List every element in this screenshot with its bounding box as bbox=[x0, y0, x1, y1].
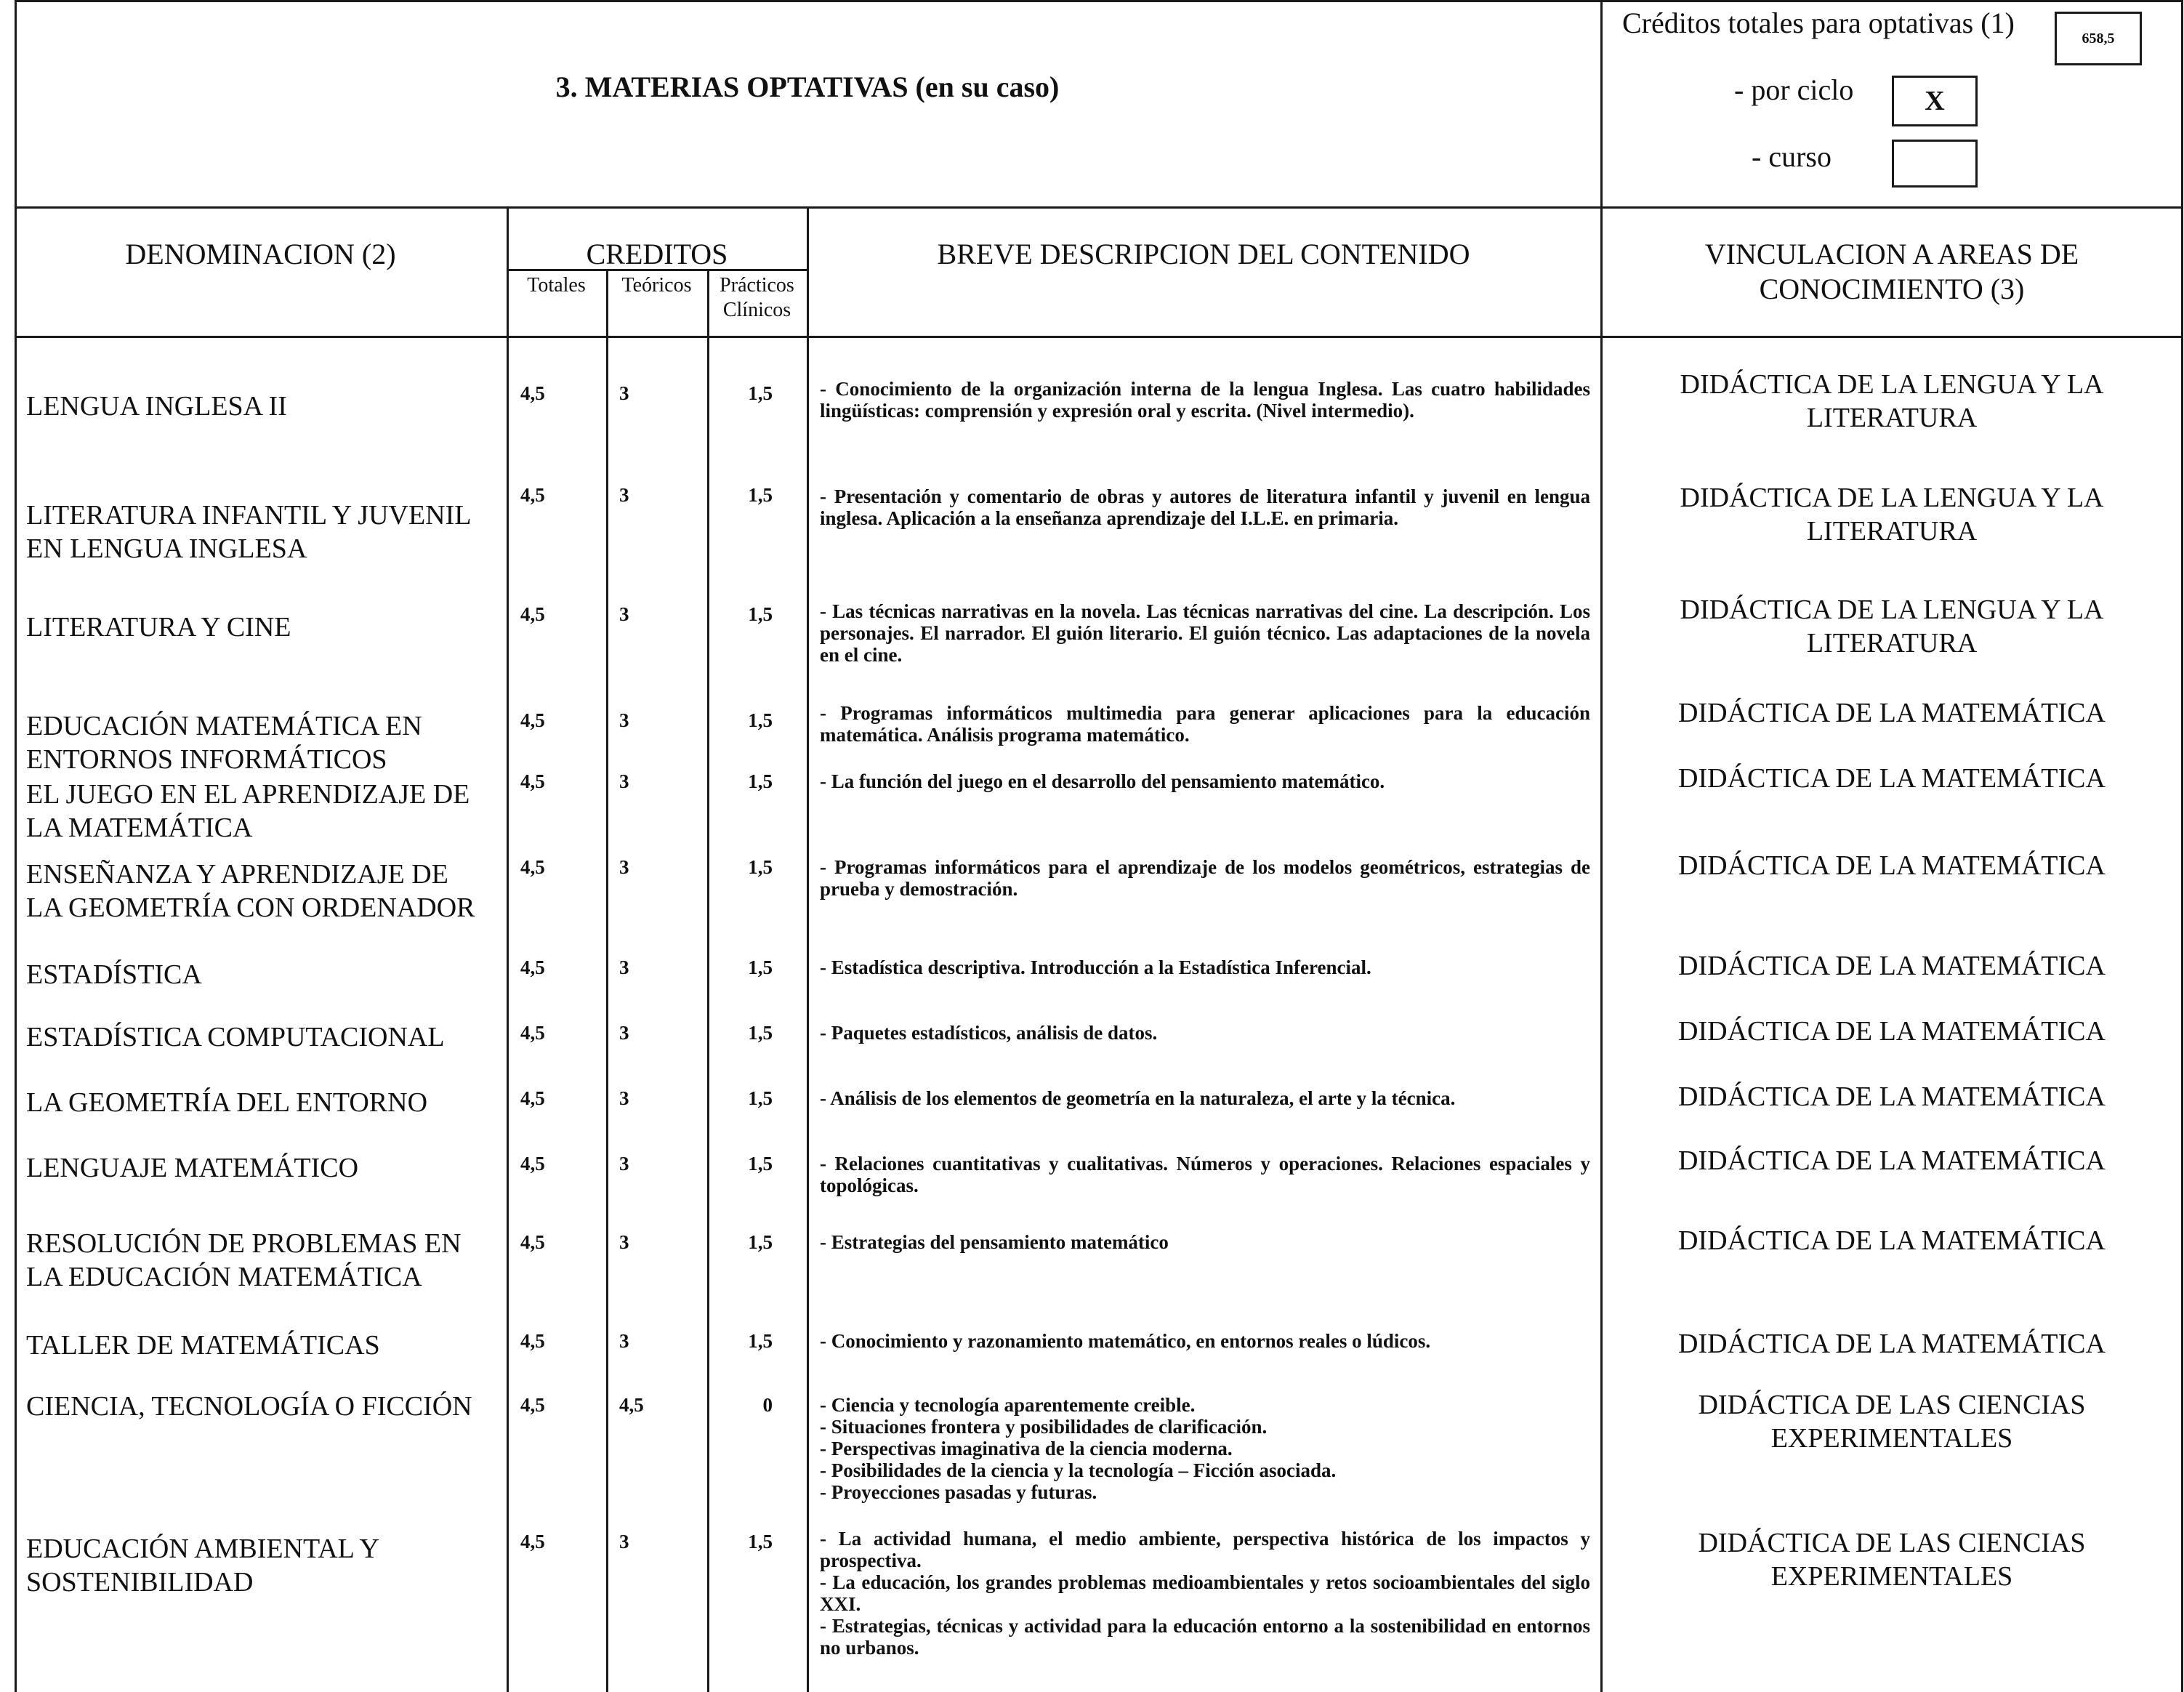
col-header-vinculacion-l1: VINCULACION A AREAS DE bbox=[1704, 238, 2079, 270]
total-credits-box bbox=[2055, 12, 2142, 65]
knowledge-area-line: EXPERIMENTALES bbox=[1770, 1561, 2013, 1592]
description-line: - Conocimiento de la organización interna de la lengua Inglesa. Las cuatro habilidades lingüísticas: comprensión y expresión oral y escrita. (Nivel intermedio). bbox=[820, 378, 1590, 422]
description-line: - Perspectivas imaginativa de la ciencia moderna. bbox=[820, 1438, 1233, 1459]
knowledge-area-line: DIDÁCTICA DE LAS CIENCIAS bbox=[1698, 1390, 2086, 1420]
course-name: RESOLUCIÓN DE PROBLEMAS EN bbox=[26, 1228, 462, 1259]
description-line: - Estrategias del pensamiento matemático bbox=[820, 1231, 1169, 1253]
description-line: - Presentación y comentario de obras y autores de literatura infantil y juvenil en lengua inglesa. Aplicación a la enseñanza aprendizaje del I.L.E. en primaria. bbox=[820, 486, 1590, 529]
knowledge-area bbox=[1600, 481, 2183, 548]
col-divider-desc bbox=[807, 206, 809, 1692]
course-name: ENSEÑANZA Y APRENDIZAJE DE bbox=[26, 859, 448, 890]
description-line: - Situaciones frontera y posibilidades de clarificación. bbox=[820, 1416, 1268, 1438]
credits-teoricos: 3 bbox=[619, 1231, 629, 1253]
description-line: - La actividad humana, el medio ambiente, perspectiva histórica de los impactos y prospectiva. bbox=[820, 1528, 1590, 1571]
total-credits-value: 658,5 bbox=[2082, 30, 2115, 47]
knowledge-area-line: DIDÁCTICA DE LA MATEMÁTICA bbox=[1678, 951, 2106, 981]
credits-practicos: 1,5 bbox=[748, 1531, 773, 1552]
course-description bbox=[820, 486, 1590, 529]
knowledge-area bbox=[1600, 1388, 2183, 1455]
description-line: - La función del juego en el desarrollo del pensamiento matemático. bbox=[820, 770, 1385, 792]
course-name: ENTORNOS INFORMÁTICOS bbox=[26, 744, 387, 775]
col-header-practicos bbox=[707, 273, 807, 323]
description-line: - La educación, los grandes problemas medioambientales y retos socioambientales del siglo XXI. bbox=[820, 1571, 1590, 1615]
credits-practicos: 1,5 bbox=[748, 1087, 773, 1109]
curso-box bbox=[1892, 140, 1978, 188]
credits-totales: 4,5 bbox=[520, 1394, 545, 1416]
knowledge-area bbox=[1600, 593, 2183, 660]
credits-totales: 4,5 bbox=[520, 956, 545, 978]
course-name: LA EDUCACIÓN MATEMÁTICA bbox=[26, 1262, 422, 1292]
knowledge-area-line: DIDÁCTICA DE LA MATEMÁTICA bbox=[1678, 850, 2106, 881]
column-header-bottom-rule bbox=[15, 336, 2183, 338]
total-credits-label: Créditos totales para optativas (1) bbox=[1622, 7, 2015, 39]
credits-totales: 4,5 bbox=[520, 484, 545, 506]
credits-practicos: 1,5 bbox=[748, 484, 773, 506]
credits-practicos: 1,5 bbox=[748, 603, 773, 625]
description-line: - Estrategias, técnicas y actividad para la educación entorno a la sostenibilidad en entornos no urbanos. bbox=[820, 1615, 1590, 1659]
description-line: - Programas informáticos para el aprendizaje de los modelos geométricos, estrategias de prueba y demostración. bbox=[820, 856, 1590, 900]
knowledge-area bbox=[1600, 1144, 2183, 1177]
course-name: TALLER DE MATEMÁTICAS bbox=[26, 1330, 380, 1361]
description-line: - Análisis de los elementos de geometría en la naturaleza, el arte y la técnica. bbox=[820, 1087, 1456, 1109]
por-ciclo-box bbox=[1892, 76, 1978, 126]
course-description bbox=[820, 856, 1590, 900]
knowledge-area-line: EXPERIMENTALES bbox=[1770, 1423, 2013, 1454]
credits-practicos: 1,5 bbox=[748, 770, 773, 792]
credits-totales: 4,5 bbox=[520, 603, 545, 625]
knowledge-area bbox=[1600, 849, 2183, 882]
course-name: EN LENGUA INGLESA bbox=[26, 533, 307, 564]
credits-teoricos: 3 bbox=[619, 956, 629, 978]
knowledge-area bbox=[1600, 1327, 2183, 1361]
credits-practicos: 1,5 bbox=[748, 1330, 773, 1352]
header-bottom-rule bbox=[15, 206, 2183, 209]
description-line: - Posibilidades de la ciencia y la tecnología – Ficción asociada. bbox=[820, 1459, 1337, 1481]
col-header-denominacion: DENOMINACION (2) bbox=[125, 238, 396, 270]
course-description bbox=[820, 956, 1590, 978]
curso-label: - curso bbox=[1752, 140, 1832, 173]
col-divider-totales bbox=[606, 269, 608, 1692]
credits-totales: 4,5 bbox=[520, 1153, 545, 1175]
description-line: - Ciencia y tecnología aparentemente creible. bbox=[820, 1394, 1196, 1416]
course-description bbox=[820, 702, 1590, 746]
credits-totales: 4,5 bbox=[520, 770, 545, 792]
credits-practicos: 1,5 bbox=[748, 1022, 773, 1044]
course-description bbox=[820, 1022, 1590, 1044]
knowledge-area-line: DIDÁCTICA DE LA MATEMÁTICA bbox=[1678, 1081, 2106, 1112]
knowledge-area-line: DIDÁCTICA DE LA LENGUA Y LA bbox=[1680, 369, 2104, 400]
credits-totales: 4,5 bbox=[520, 382, 545, 404]
knowledge-area-line: DIDÁCTICA DE LA MATEMÁTICA bbox=[1678, 1225, 2106, 1256]
credits-teoricos: 3 bbox=[619, 1330, 629, 1352]
course-name: LENGUA INGLESA II bbox=[26, 391, 287, 422]
credits-totales: 4,5 bbox=[520, 1231, 545, 1253]
credits-teoricos: 3 bbox=[619, 856, 629, 878]
course-description bbox=[820, 770, 1590, 792]
credits-teoricos: 3 bbox=[619, 484, 629, 506]
course-name: CIENCIA, TECNOLOGÍA O FICCIÓN bbox=[26, 1391, 472, 1422]
credits-practicos: 1,5 bbox=[748, 956, 773, 978]
course-description bbox=[820, 1231, 1590, 1253]
knowledge-area-line: DIDÁCTICA DE LA MATEMÁTICA bbox=[1678, 763, 2106, 794]
credits-teoricos: 3 bbox=[619, 603, 629, 625]
course-name: LA GEOMETRÍA DEL ENTORNO bbox=[26, 1087, 428, 1118]
credits-practicos: 1,5 bbox=[748, 1231, 773, 1253]
col-header-totales: Totales bbox=[527, 274, 586, 297]
credits-teoricos: 3 bbox=[619, 382, 629, 404]
course-description bbox=[820, 378, 1590, 422]
credits-practicos: 1,5 bbox=[748, 382, 773, 404]
credits-totales: 4,5 bbox=[520, 1022, 545, 1044]
knowledge-area-line: LITERATURA bbox=[1806, 628, 1978, 658]
description-line: - Estadística descriptiva. Introducción a la Estadística Inferencial. bbox=[820, 956, 1371, 978]
credits-totales: 4,5 bbox=[520, 1330, 545, 1352]
col-header-teoricos: Teóricos bbox=[621, 274, 692, 297]
credits-teoricos: 3 bbox=[619, 770, 629, 792]
credits-teoricos: 3 bbox=[619, 1153, 629, 1175]
course-name: LITERATURA Y CINE bbox=[26, 612, 291, 642]
knowledge-area-line: LITERATURA bbox=[1806, 403, 1978, 433]
section-title: 3. MATERIAS OPTATIVAS (en su caso) bbox=[555, 70, 1060, 103]
credits-teoricos: 3 bbox=[619, 709, 629, 731]
course-name: EDUCACIÓN AMBIENTAL Y bbox=[26, 1534, 380, 1564]
knowledge-area-line: DIDÁCTICA DE LA MATEMÁTICA bbox=[1678, 1016, 2106, 1047]
col-header-practicos-l2: Clínicos bbox=[722, 299, 791, 321]
course-description bbox=[820, 1330, 1590, 1352]
por-ciclo-label: - por ciclo bbox=[1734, 73, 1854, 106]
description-line: - Relaciones cuantitativas y cualitativas. Números y operaciones. Relaciones espaciales y topológicas. bbox=[820, 1153, 1590, 1196]
knowledge-area bbox=[1600, 762, 2183, 795]
description-line: - Paquetes estadísticos, análisis de datos. bbox=[820, 1022, 1158, 1044]
credits-practicos: 1,5 bbox=[748, 709, 773, 731]
knowledge-area-line: DIDÁCTICA DE LA LENGUA Y LA bbox=[1680, 483, 2104, 513]
credits-practicos: 0 bbox=[762, 1394, 773, 1416]
col-header-descripcion: BREVE DESCRIPCION DEL CONTENIDO bbox=[937, 238, 1470, 270]
col-header-practicos-l1: Prácticos bbox=[720, 274, 794, 297]
credits-totales: 4,5 bbox=[520, 709, 545, 731]
knowledge-area-line: DIDÁCTICA DE LA LENGUA Y LA bbox=[1680, 595, 2104, 625]
knowledge-area bbox=[1600, 368, 2183, 435]
knowledge-area-line: DIDÁCTICA DE LAS CIENCIAS bbox=[1698, 1528, 2086, 1558]
description-line: - Proyecciones pasadas y futuras. bbox=[820, 1481, 1097, 1503]
course-name: LENGUAJE MATEMÁTICO bbox=[26, 1153, 359, 1183]
knowledge-area bbox=[1600, 1015, 2183, 1048]
course-description bbox=[820, 600, 1590, 666]
course-name: ESTADÍSTICA bbox=[26, 959, 202, 990]
credits-totales: 4,5 bbox=[520, 1531, 545, 1552]
knowledge-area bbox=[1600, 1526, 2183, 1593]
credits-practicos: 1,5 bbox=[748, 856, 773, 878]
credits-totales: 4,5 bbox=[520, 856, 545, 878]
credits-teoricos: 4,5 bbox=[619, 1394, 644, 1416]
col-header-vinculacion-l2: CONOCIMIENTO (3) bbox=[1759, 273, 2025, 305]
course-description bbox=[820, 1394, 1590, 1503]
course-description bbox=[820, 1153, 1590, 1196]
knowledge-area bbox=[1600, 696, 2183, 730]
description-line: - Conocimiento y razonamiento matemático, en entornos reales o lúdicos. bbox=[820, 1330, 1431, 1352]
knowledge-area-line: DIDÁCTICA DE LA MATEMÁTICA bbox=[1678, 698, 2106, 728]
top-border bbox=[15, 0, 2183, 2]
course-description bbox=[820, 1528, 1590, 1659]
description-line: - Programas informáticos multimedia para generar aplicaciones para la educación matemática. Análisis programa matemático. bbox=[820, 702, 1590, 746]
course-name: LA GEOMETRÍA CON ORDENADOR bbox=[26, 893, 475, 923]
credits-teoricos: 3 bbox=[619, 1087, 629, 1109]
knowledge-area-line: DIDÁCTICA DE LA MATEMÁTICA bbox=[1678, 1145, 2106, 1176]
col-divider-teoricos bbox=[707, 269, 709, 1692]
knowledge-area bbox=[1600, 1080, 2183, 1113]
course-name: EDUCACIÓN MATEMÁTICA EN bbox=[26, 711, 422, 741]
knowledge-area bbox=[1600, 1224, 2183, 1257]
course-name: LITERATURA INFANTIL Y JUVENIL bbox=[26, 500, 472, 531]
knowledge-area-line: DIDÁCTICA DE LA MATEMÁTICA bbox=[1678, 1329, 2106, 1359]
description-line: - Las técnicas narrativas en la novela. Las técnicas narrativas del cine. La descripción. Los personajes. El narrador. El guión literario. El guión técnico. Las adaptaciones de la novela en el cine. bbox=[820, 600, 1590, 666]
knowledge-area bbox=[1600, 949, 2183, 983]
col-divider-name bbox=[507, 206, 509, 1692]
knowledge-area-line: LITERATURA bbox=[1806, 516, 1978, 547]
col-header-creditos: CREDITOS bbox=[586, 238, 728, 270]
credits-teoricos: 3 bbox=[619, 1022, 629, 1044]
course-name: ESTADÍSTICA COMPUTACIONAL bbox=[26, 1022, 445, 1052]
course-name: EL JUEGO EN EL APRENDIZAJE DE bbox=[26, 779, 470, 810]
course-name: SOSTENIBILIDAD bbox=[26, 1567, 254, 1598]
credits-teoricos: 3 bbox=[619, 1531, 629, 1552]
course-name: LA MATEMÁTICA bbox=[26, 813, 253, 843]
credits-totales: 4,5 bbox=[520, 1087, 545, 1109]
credits-practicos: 1,5 bbox=[748, 1153, 773, 1175]
por-ciclo-mark: X bbox=[1925, 86, 1945, 116]
course-description bbox=[820, 1087, 1590, 1109]
col-header-vinculacion bbox=[1600, 237, 2183, 307]
